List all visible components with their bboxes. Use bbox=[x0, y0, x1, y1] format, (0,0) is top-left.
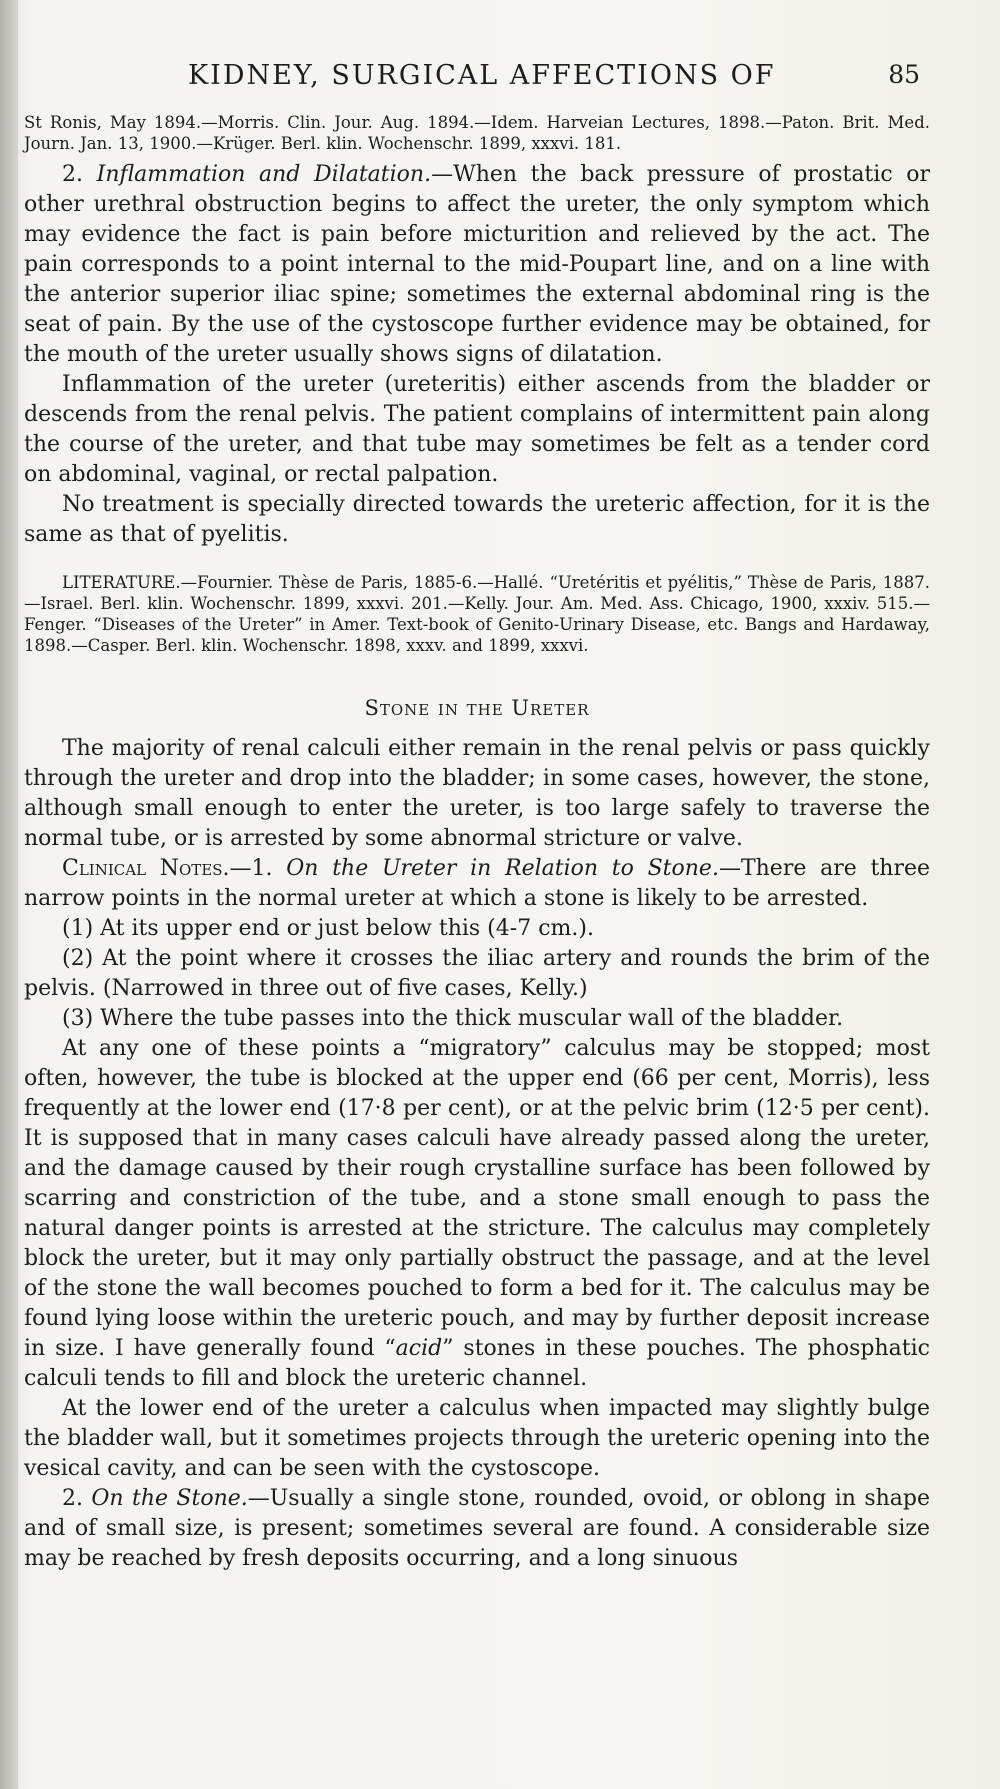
paragraph-inflammation bbox=[24, 160, 930, 370]
clinical-notes-label: Clinical Notes. bbox=[62, 856, 230, 881]
literature-label: LITERATURE. bbox=[62, 573, 181, 592]
literature-text: —Fournier. Thèse de Paris, 1885-6.—Hallé. “Uretéritis et pyélitis,” Thèse de Paris, 1887.—Israel. Berl. klin. Wochenschr. 1899, xxxvi. 201.—Kelly. Jour. Am. Med. Ass. Chicago, 1900, xxxiv. 515.—Fenger. “Diseases of the Ureter” in Amer. Text-book of Genito-Urinary Disease, etc. Bangs and Hardaway, 1898.—Casper. Berl. klin. Wochenschr. 1898, xxxv. and 1899, xxxvi. bbox=[24, 573, 930, 655]
narrow-point-2: (2) At the point where it crosses the iliac artery and rounds the brim of the pelvis. (Narrowed in three out of five cases, Kelly.) bbox=[24, 946, 930, 1001]
paragraph-lower-end: At the lower end of the ureter a calculus when impacted may slightly bulge the bladder wall, but it sometimes projects through the ureteric opening into the vesical cavity, and can be seen with the cystoscope. bbox=[24, 1396, 930, 1481]
inflammation-heading: Inflammation and Dilatation. bbox=[96, 162, 432, 187]
clinical-notes-text: —There are three narrow points in the normal ureter at which a stone is likely to be arrested. bbox=[24, 856, 931, 911]
section-heading: Stone in the Ureter bbox=[364, 696, 590, 720]
literature-block bbox=[24, 572, 930, 656]
clinical-notes-heading: On the Ureter in Relation to Stone. bbox=[286, 856, 719, 881]
migratory-text-a: At any one of these points a “migratory” calculus may be stopped; most often, however, the tube is blocked at the upper end (66 per cent, Morris), less frequently at the lower end (17·8 per cent), or at the pelvic brim (12·5 per cent). It is supposed that in many cases calculi have already passed along the ureter, and the damage caused by their rough crystalline surface has been followed by scarring and constriction of the tube, and a stone small enough to pass the natural danger points is arrested at the stricture. The calculus may completely block the ureter, but it may only partially obstruct the passage, and at the level of the stone the wall becomes pouched to form a bed for it. The calculus may be found lying loose within the ureteric pouch, and may by further deposit increase in size. I have generally found “ bbox=[24, 1036, 930, 1361]
clinical-notes-number: —1. bbox=[229, 856, 287, 881]
paragraph-clinical-notes bbox=[24, 854, 930, 914]
narrow-point-3: (3) Where the tube passes into the thick muscular wall of the bladder. bbox=[62, 1006, 844, 1031]
inflammation-text: —When the back pressure of prostatic or other urethral obstruction begins to affect the ureter, the only symptom which may evidence the fact is pain before micturition and relieved by the act. The pain corresponds to a point internal to the mid-Poupart line, and on a line with the anterior superior iliac spine; sometimes the external abdominal ring is the seat of pain. By the use of the cystoscope further evidence may be obtained, for the mouth of the ureter usually shows signs of dilatation. bbox=[24, 162, 931, 367]
page-body bbox=[24, 112, 930, 1574]
inflammation-number: 2. bbox=[62, 162, 97, 187]
references-continued: St Ronis, May 1894.—Morris. Clin. Jour. Aug. 1894.—Idem. Harveian Lectures, 1898.—Paton. Brit. Med. Journ. Jan. 13, 1900.—Krüger. Berl. klin. Wochenschr. 1899, xxxvi. 181. bbox=[24, 113, 930, 153]
stone-number: 2. bbox=[62, 1486, 92, 1511]
page-number: 85 bbox=[888, 60, 920, 89]
migratory-acid: acid bbox=[395, 1336, 443, 1361]
stone-text: —Usually a single stone, rounded, ovoid, or oblong in shape and of small size, is present; sometimes several are found. A considerable size may be reached by fresh deposits occurring, and a long sinuous bbox=[24, 1486, 931, 1571]
narrow-point-1: (1) At its upper end or just below this (4-7 cm.). bbox=[62, 916, 594, 941]
running-head-title: KIDNEY, SURGICAL AFFECTIONS OF bbox=[188, 60, 776, 91]
paragraph-on-the-stone bbox=[24, 1484, 930, 1574]
stone-heading: On the Stone. bbox=[91, 1486, 248, 1511]
paragraph-ureteritis: Inflammation of the ureter (ureteritis) either ascends from the bladder or descends from the renal pelvis. The patient complains of intermittent pain along the course of the ureter, and that tube may sometimes be felt as a tender cord on abdominal, vaginal, or rectal palpation. bbox=[24, 372, 930, 487]
paragraph-migratory-calculus bbox=[24, 1034, 930, 1394]
running-head bbox=[30, 60, 950, 100]
paragraph-majority: The majority of renal calculi either remain in the renal pelvis or pass quickly through the ureter and drop into the bladder; in some cases, however, the stone, although small enough to enter the ureter, is too large safely to traverse the normal tube, or is arrested by some abnormal stricture or valve. bbox=[24, 736, 930, 851]
paragraph-treatment: No treatment is specially directed towards the ureteric affection, for it is the same as that of pyelitis. bbox=[24, 492, 930, 547]
page-gutter-shadow bbox=[0, 0, 18, 1789]
migratory-text-b: ” stones in these pouches. The phosphatic calculi tends to fill and block the ureteric channel. bbox=[24, 1336, 930, 1391]
